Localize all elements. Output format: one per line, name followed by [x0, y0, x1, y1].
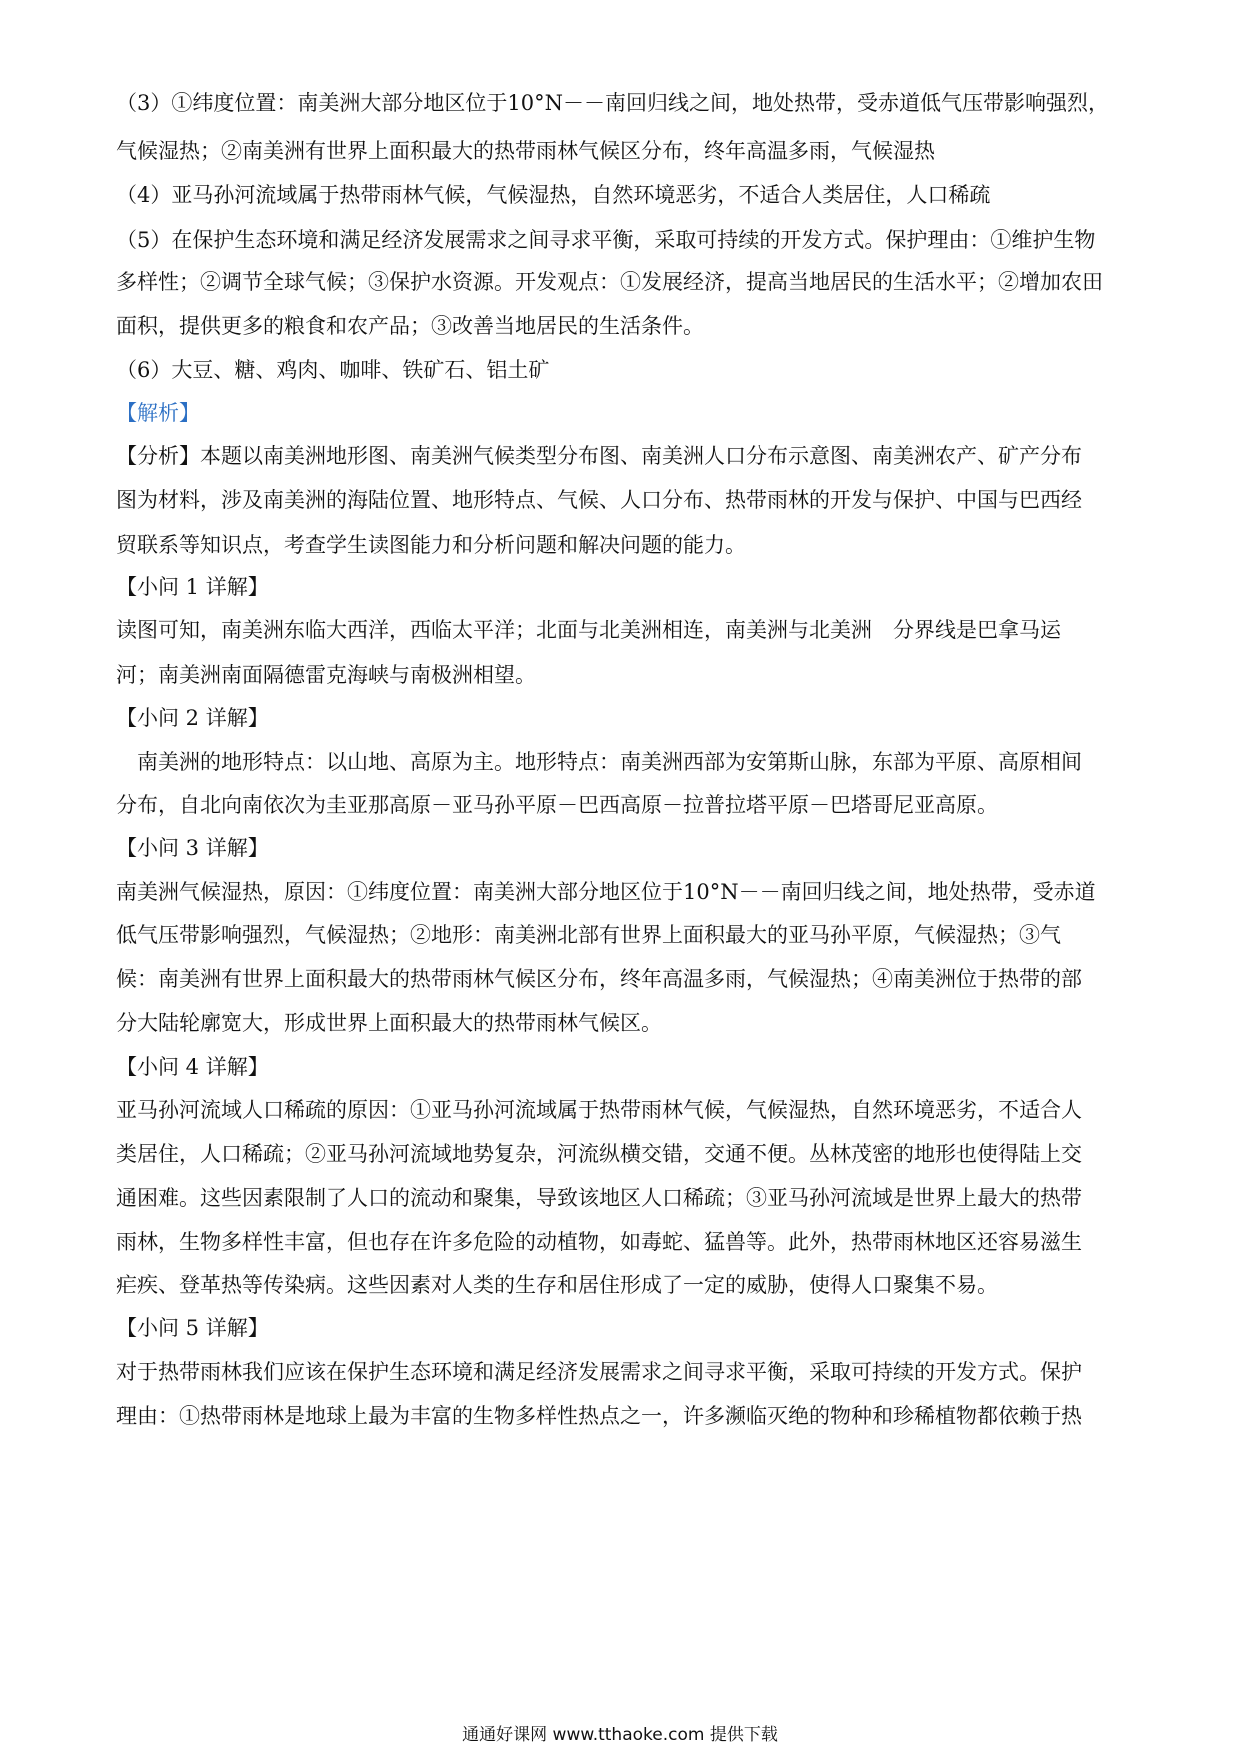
- q5-line-2: 理由：①热带雨林是地球上最为丰富的生物多样性热点之一，许多濒临灭绝的物种和珍稀植物都依赖于热: [116, 1404, 1082, 1428]
- q3-line-4: 分大陆轮廓宽大，形成世界上面积最大的热带雨林气候区。: [116, 1011, 662, 1035]
- q3-line-2: 低气压带影响强烈，气候湿热；②地形：南美洲北部有世界上面积最大的亚马孙平原，气候湿热；③气: [116, 923, 1061, 947]
- q1-line-1: 读图可知，南美洲东临大西洋，西临太平洋；北面与北美洲相连，南美洲与北美洲 分界线是巴拿马运: [116, 618, 1061, 642]
- q1-line-2: 河；南美洲南面隔德雷克海峡与南极洲相望。: [116, 663, 536, 687]
- answer-6-line-1: （6）大豆、糖、鸡肉、咖啡、铁矿石、铝土矿: [116, 358, 550, 382]
- answer-5-line-2: 多样性；②调节全球气候；③保护水资源。开发观点：①发展经济，提高当地居民的生活水平；②增加农田: [116, 270, 1103, 294]
- analysis-line-2: 图为材料，涉及南美洲的海陆位置、地形特点、气候、人口分布、热带雨林的开发与保护、中国与巴西经: [116, 488, 1082, 512]
- q3-line-3: 候：南美洲有世界上面积最大的热带雨林气候区分布，终年高温多雨，气候湿热；④南美洲位于热带的部: [116, 967, 1082, 991]
- q4-line-3: 通困难。这些因素限制了人口的流动和聚集，导致该地区人口稀疏；③亚马孙河流域是世界上最大的热带: [116, 1186, 1082, 1210]
- q4-line-5: 疟疾、登革热等传染病。这些因素对人类的生存和居住形成了一定的威胁，使得人口聚集不易。: [116, 1273, 998, 1297]
- q5-line-1: 对于热带雨林我们应该在保护生态环境和满足经济发展需求之间寻求平衡，采取可持续的开发方式。保护: [116, 1360, 1082, 1384]
- page-footer: 通通好课网 www.tthaoke.com 提供下载: [462, 1725, 778, 1745]
- analysis-line-1: 【分析】本题以南美洲地形图、南美洲气候类型分布图、南美洲人口分布示意图、南美洲农产、矿产分布: [116, 444, 1082, 468]
- answer-5-line-1: （5）在保护生态环境和满足经济发展需求之间寻求平衡，采取可持续的开发方式。保护理由：①维护生物: [116, 228, 1096, 252]
- q2-line-1: 南美洲的地形特点：以山地、高原为主。地形特点：南美洲西部为安第斯山脉，东部为平原、高原相间: [116, 750, 1082, 774]
- q3-line-1: 南美洲气候湿热，原因：①纬度位置：南美洲大部分地区位于10°N－－南回归线之间，地处热带，受赤道: [116, 880, 1096, 904]
- answer-3-line-1: （3）①纬度位置：南美洲大部分地区位于10°N－－南回归线之间，地处热带，受赤道低气压带影响强烈，: [116, 91, 1109, 115]
- answer-3-line-2: 气候湿热；②南美洲有世界上面积最大的热带雨林气候区分布，终年高温多雨，气候湿热: [116, 139, 935, 163]
- q4-line-4: 雨林，生物多样性丰富，但也存在许多危险的动植物，如毒蛇、猛兽等。此外，热带雨林地区还容易滋生: [116, 1230, 1082, 1254]
- q2-line-2: 分布，自北向南依次为圭亚那高原－亚马孙平原－巴西高原－拉普拉塔平原－巴塔哥尼亚高原。: [116, 793, 998, 817]
- q2-title: 【小问 2 详解】: [116, 706, 269, 730]
- q3-title: 【小问 3 详解】: [116, 836, 269, 860]
- analysis-line-3: 贸联系等知识点，考查学生读图能力和分析问题和解决问题的能力。: [116, 533, 746, 557]
- q4-line-1: 亚马孙河流域人口稀疏的原因：①亚马孙河流域属于热带雨林气候，气候湿热，自然环境恶劣，不适合人: [116, 1098, 1082, 1122]
- q4-line-2: 类居住，人口稀疏；②亚马孙河流域地势复杂，河流纵横交错，交通不便。丛林茂密的地形也使得陆上交: [116, 1142, 1082, 1166]
- q4-title: 【小问 4 详解】: [116, 1055, 269, 1079]
- q1-title: 【小问 1 详解】: [116, 575, 269, 599]
- q5-title: 【小问 5 详解】: [116, 1316, 269, 1340]
- answer-5-line-3: 面积，提供更多的粮食和农产品；③改善当地居民的生活条件。: [116, 314, 704, 338]
- analysis-title: 【解析】: [116, 401, 200, 425]
- answer-4-line-1: （4）亚马孙河流域属于热带雨林气候，气候湿热，自然环境恶劣，不适合人类居住，人口稀疏: [116, 183, 991, 207]
